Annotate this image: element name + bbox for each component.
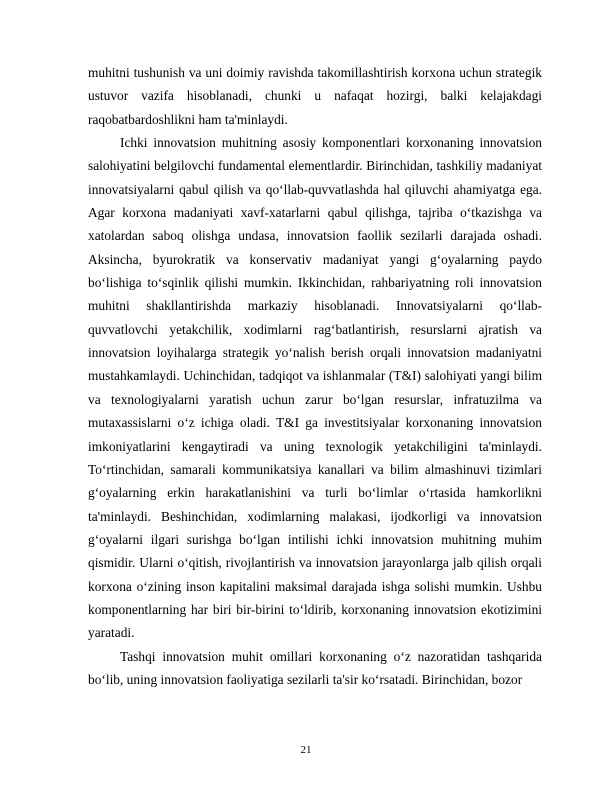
paragraph-external-environment: Tashqi innovatsion muhit omillari korxonaning oʻz nazoratidan tashqarida boʻlib, uning innovatsion faoliyatiga sezilarli ta'sir koʻrsatadi. Birinchidan, bozor <box>88 648 542 687</box>
body-text <box>88 61 542 691</box>
paragraph-internal-environment: Ichki innovatsion muhitning asosiy komponentlari korxonaning innovatsion salohiyatini belgilovchi fundamental elementlardir. Birinchidan, tashkiliy madaniyat innovatsiyalarni qabul qilish va qoʻllab-quvvatlashda hal qiluvchi ahamiyatga ega. Agar korxona madaniyati xavf-xatarlarni qabul qilishga, tajriba oʻtkazishga va xatolardan saboq olishga undasa, innovatsion faollik sezilarli darajada oshadi. Aksincha, byurokratik va konservativ madaniyat yangi gʻoyalarning paydo boʻlishiga toʻsqinlik qilishi mumkin. Ikkinchidan, rahbariyatning roli innovatsion muhitni shakllantirishda markaziy hisoblanadi. Innovatsiyalarni qoʻllab-quvvatlovchi yetakchilik, xodimlarni ragʻbatlantirish, resurslarni ajratish va innovatsion loyihalarga strategik yoʻnalish berish orqali innovatsion madaniyatni mustahkamlaydi. Uchinchidan, tadqiqot va ishlanmalar (T&I) salohiyati yangi bilim va texnologiyalarni yaratish uchun zarur boʻlgan resurslar, infratuzilma va mutaxassislarni oʻz ichiga oladi. T&I ga investitsiyalar korxonaning innovatsion imkoniyatlarini kengaytiradi va uning texnologik yetakchiligini ta'minlaydi. Toʻrtinchidan, samarali kommunikatsiya kanallari va bilim almashinuvi tizimlari gʻoyalarning erkin harakatlanishini va turli boʻlimlar oʻrtasida hamkorlikni ta'minlaydi. Beshinchidan, xodimlarning malakasi, ijodkorligi va innovatsion gʻoyalarni ilgari surishga boʻlgan intilishi ichki innovatsion muhitning muhim qismidir. Ularni oʻqitish, rivojlantirish va innovatsion jarayonlarga jalb qilish orqali korxona oʻzining inson kapitalini maksimal darajada ishga solishi mumkin. Ushbu komponentlarning har biri bir-birini toʻldirib, korxonaning innovatsion ekotizimini yaratadi. <box>88 135 542 641</box>
paragraph-continuation: muhitni tushunish va uni doimiy ravishda takomillashtirish korxona uchun strategik ustuvor vazifa hisoblanadi, chunki u nafaqat hozirgi, balki kelajakdagi raqobatbardoshlikni ham ta'minlaydi. <box>88 65 542 127</box>
page-number: 21 <box>300 744 312 756</box>
